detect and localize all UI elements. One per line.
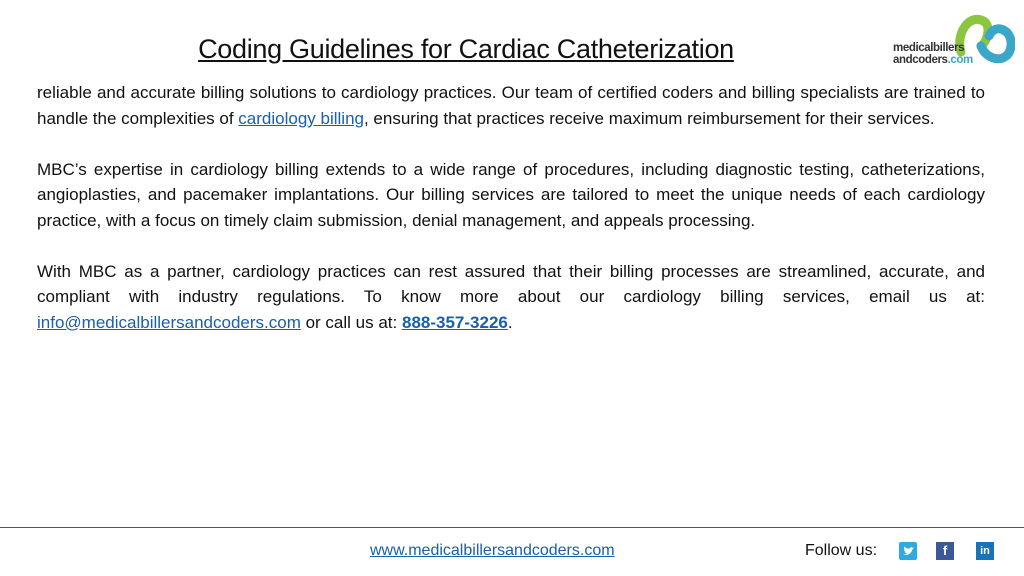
logo-line-2-com: .com (947, 54, 973, 66)
email-link[interactable]: info@medicalbillersandcoders.com (37, 312, 301, 332)
logo-wordmark (893, 42, 973, 66)
company-logo[interactable] (893, 12, 1017, 74)
linkedin-icon[interactable] (976, 542, 994, 560)
page-title: Coding Guidelines for Cardiac Catheterization (198, 34, 734, 64)
paragraph-1-text-a: reliable and accurate billing solutions to cardiology practices. Our team of certified coders and billing specialists are trained to handle the complexities of (37, 83, 985, 128)
follow-us-label: Follow us: (805, 542, 878, 559)
twitter-icon[interactable] (899, 542, 917, 560)
footer-divider (0, 527, 1024, 528)
paragraph-3 (37, 259, 985, 336)
logo-line-2-main: andcoders (893, 54, 948, 66)
paragraph-1 (37, 80, 985, 131)
facebook-icon[interactable] (936, 542, 954, 560)
paragraph-3-text-c: . (507, 312, 513, 332)
paragraph-2: MBC’s expertise in cardiology billing extends to a wide range of procedures, including diagnostic testing, catheterizations, angioplasties, and pacemaker implantations. Our billing services are tailored to meet the unique needs of each cardiology practice, with a focus on timely claim submission, denial management, and appeals processing. (37, 159, 985, 230)
linkedin-glyph: in (980, 545, 990, 557)
logo-line-2 (893, 54, 973, 66)
logo-line-1: medicalbillers (893, 42, 965, 54)
paragraph-3-text-a: With MBC as a partner, cardiology practices can rest assured that their billing processes are streamlined, accurate, and compliant with industry regulations. To know more about our cardiology billing services, email us at: (37, 261, 985, 306)
paragraph-1-text-b: , ensuring that practices receive maximum reimbursement for their services. (363, 108, 935, 128)
paragraph-3-text-b: or call us at: (300, 312, 402, 332)
cardiology-billing-link[interactable]: cardiology billing (238, 108, 364, 128)
body-content (37, 80, 985, 361)
footer-website-link[interactable]: www.medicalbillersandcoders.com (370, 542, 615, 559)
phone-link[interactable]: 888-357-3226 (401, 312, 508, 332)
facebook-glyph: f (942, 543, 948, 558)
